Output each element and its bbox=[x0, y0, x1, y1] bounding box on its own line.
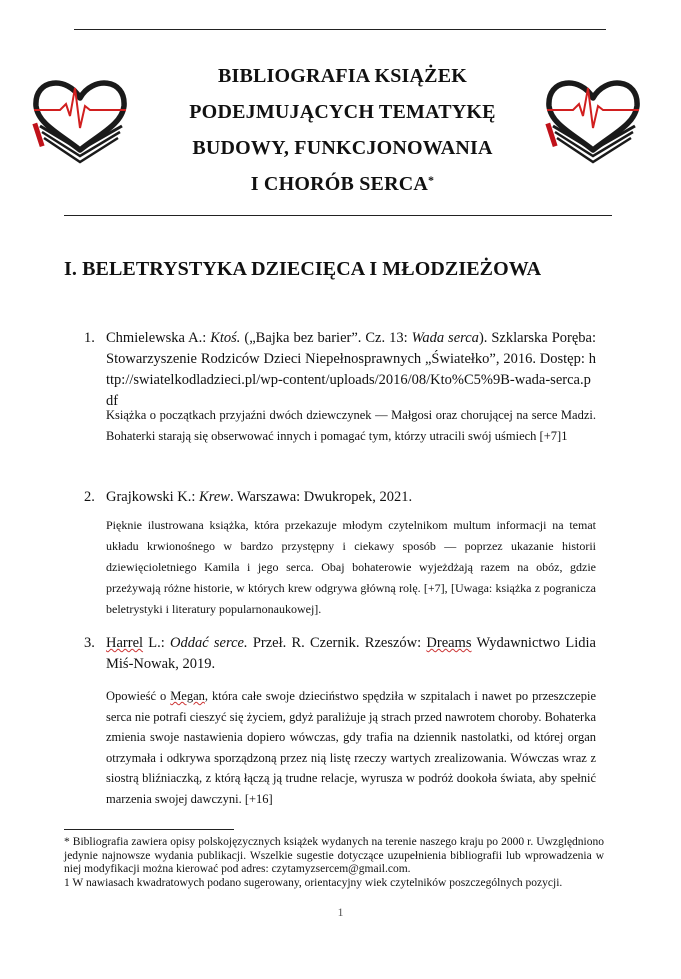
page-number: 1 bbox=[337, 905, 344, 919]
entry-author-initial: L.: bbox=[143, 635, 171, 651]
entry-description-2: Pięknie ilustrowana książka, która przekazuje młodym czytelnikom multum informacji na temat układu krwionośnego w bardzo przystępny i ciekawy sposób — poprzez ukazanie historii dziewięcioletniego Kamila i jego serca. Obaj bohaterowie wyjeżdżają razem na obóz, gdzie przeżywają różne historie, w których krew odgrywa główną rolę. [+7], [Uwaga: książka z pogranicza beletrystyki i literatury popularnonaukowej]. bbox=[106, 518, 596, 616]
bibliography-entry-3 bbox=[84, 633, 596, 675]
description-start: Opowieść o bbox=[106, 689, 171, 703]
title-line-3: BUDOWY, FUNKCJONOWANIA bbox=[192, 137, 493, 159]
heart-book-logo-left-icon bbox=[30, 68, 130, 168]
bibliography-entry-1 bbox=[84, 328, 596, 412]
entry-publication: ). Szklarska Poręba: Stowarzyszenie Rodziców Dzieci Niepełnosprawnych „Światełko”, 2016. Dostęp: http://swiatelkodladzieci.pl/wp-content/uploads/2016/08/Kto%C5%9B-wada-serca.pdf bbox=[106, 330, 596, 409]
description-text: Książka o początkach przyjaźni dwóch dziewczynek — Małgosi oraz chorującej na serce Madzi. Bohaterki starają się obserwować innych i pomagać tym, którzy utracili swój uśmiech [+7] bbox=[106, 408, 596, 443]
entry-citation bbox=[84, 328, 596, 412]
entry-author: Grajkowski K.: bbox=[106, 489, 200, 505]
entry-author-surname: Harrel bbox=[106, 635, 144, 651]
entry-subtitle: Wada serca bbox=[411, 330, 479, 346]
entry-title: Ktoś. bbox=[210, 330, 241, 346]
title-footnote-marker: * bbox=[428, 173, 435, 187]
header-top-rule bbox=[74, 29, 606, 30]
document-title bbox=[150, 58, 535, 202]
entry-number: 1. bbox=[84, 330, 95, 346]
entry-title: Krew bbox=[199, 489, 230, 505]
entry-publication: . Warszawa: Dwukropek, 2021. bbox=[229, 489, 413, 505]
entry-description-1 bbox=[106, 405, 596, 446]
entry-number: 2. bbox=[84, 489, 95, 505]
entry-translator-place: Przeł. R. Czernik. Rzeszów: bbox=[247, 635, 427, 651]
entry-title: Oddać serce. bbox=[170, 635, 248, 651]
section-heading: I. BELETRYSTYKA DZIECIĘCA I MŁODZIEŻOWA bbox=[64, 258, 542, 280]
description-footnote-marker: 1 bbox=[561, 428, 568, 443]
title-line-4-text: I CHORÓB SERCA bbox=[250, 173, 429, 195]
footnote-1: 1 W nawiasach kwadratowych podano sugerowany, orientacyjny wiek czytelników poszczególnych pozycji. bbox=[64, 876, 563, 889]
entry-publisher-word: Dreams bbox=[426, 635, 472, 651]
footnotes bbox=[64, 836, 604, 890]
entry-author: Chmielewska A.: bbox=[106, 330, 211, 346]
footnote-asterisk: * Bibliografia zawiera opisy polskojęzycznych książek wydanych na terenie naszego kraju po 2000 r. Uwzględniono jedynie najnowsze wydania publikacji. Wszelkie sugestie dotyczące uzupełnienia bibliografii lub wprowadzenia w niej modyfikacji można kierować pod adres: czytamyzsercem@gmail.com. bbox=[64, 836, 604, 875]
description-rest: , która całe swoje dzieciństwo spędziła w szpitalach i nawet po przeszczepie serca nie potrafi cieszyć się życiem, gdyż paraliżuje ją strach przed nawrotem choroby. Bohaterka zmienia swoje nastawienia dopiero wówczas, gdy trafia na dziennik nastolatki, od której organ otrzymała i odkrywa sporządzoną przez nią listę rzeczy wartych zrealizowania. Wówczas wraz z siostrą bliźniaczką, z którą łączą ją trudne relacje, wyrusza w podróż dookoła świata, aby spełnić marzenia swojej dawczyni. [+16] bbox=[106, 689, 596, 806]
heart-book-logo-right-icon bbox=[543, 68, 643, 168]
title-line-4 bbox=[150, 166, 535, 202]
description-name: Megan bbox=[170, 689, 205, 703]
entry-citation bbox=[84, 633, 596, 675]
title-line-2: PODEJMUJĄCYCH TEMATYKĘ bbox=[189, 101, 496, 123]
entry-citation bbox=[84, 487, 596, 508]
entry-series: („Bajka bez barier”. Cz. 13: bbox=[240, 330, 412, 346]
entry-description-3 bbox=[106, 686, 596, 809]
bibliography-entry-2 bbox=[84, 487, 596, 508]
entry-number: 3. bbox=[84, 635, 95, 651]
header-bottom-rule bbox=[64, 215, 612, 216]
footnote-separator bbox=[64, 829, 234, 830]
title-line-1: BIBLIOGRAFIA KSIĄŻEK bbox=[217, 65, 468, 87]
entry-publisher-rest: Wydawnictwo Lidia Miś-Nowak, 2019. bbox=[106, 635, 596, 672]
